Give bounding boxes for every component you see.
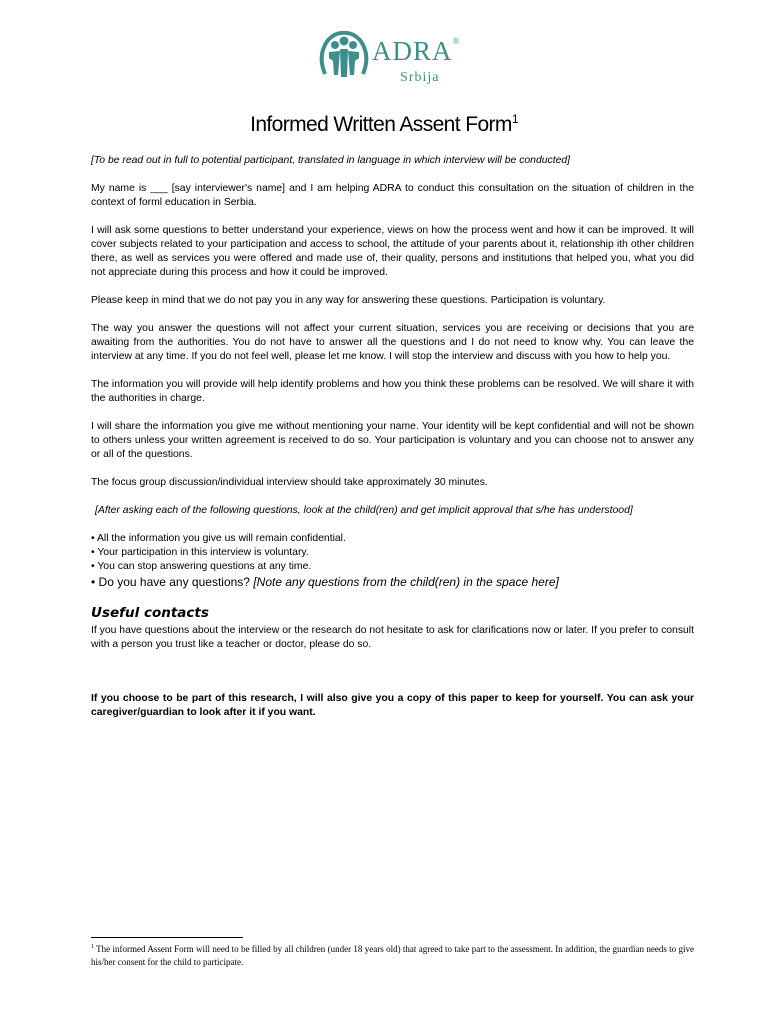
approval-instruction: [After asking each of the following questions, look at the child(ren) and get implicit approval that s/he has understood]: [95, 505, 633, 516]
footnote-mark: 1: [91, 944, 94, 950]
payment-paragraph: Please keep in mind that we do not pay you in any way for answering these questions. Participation is voluntary.: [91, 295, 606, 306]
logo-subtitle: Srbija: [400, 70, 440, 85]
footnote: $^1$ The informed Assent Form will need to be filled by all children (under 18 years old) that agreed to take part to the assessment. In addition, the guardian needs to give his/her consent for the child to participate.: [91, 944, 694, 967]
footnote-divider: [91, 937, 243, 938]
confidentiality-paragraph: I will share the information you give me without mentioning your name. Your identity will be kept confidential and will not be shown to others unless your written agreement is received to do so. Your participation is voluntary and you can choose not to answer any or all of the questions.: [91, 421, 694, 460]
questions-note: [Note any questions from the child(ren) in the space here]: [253, 575, 559, 589]
intro-paragraph: My name is ___ [say interviewer's name] and I am helping ADRA to conduct this consultation on the situation of children in the context of forml education in Serbia.: [91, 183, 694, 208]
duration-paragraph: The focus group discussion/individual interview should take approximately 30 minutes.: [91, 477, 488, 488]
assent-bullet-list: [91, 532, 694, 590]
read-out-instruction: [To be read out in full to potential participant, translated in language in which interview will be conducted]: [91, 155, 571, 166]
useful-contacts-heading: Useful contacts: [91, 605, 209, 621]
contacts-paragraph: If you have questions about the interview or the research do not hesitate to ask for clarifications now or later. If you prefer to consult with a person you trust like a teacher or doctor, please do so.: [91, 625, 694, 650]
questions-paragraph: I will ask some questions to better understand your experience, views on how the process went and how it can be improved. It will cover subjects related to your participation and access to school, the attitude of your parents about it, relationship ith other children there, as well as services you were offered and made use of, their quality, persons and institutions that helped you, what you did not appreciate during this process and how it could be improved.: [91, 225, 694, 278]
copy-paragraph: If you choose to be part of this research, I will also give you a copy of this paper to keep for yourself. You can ask your caregiver/guardian to look after it if you want.: [91, 693, 694, 718]
adra-people-circle-icon: [316, 30, 372, 80]
title-footnote-ref: 1: [511, 112, 518, 126]
information-paragraph: The information you will provide will help identify problems and how you think these problems can be resolved. We will share it with the authorities in charge.: [91, 379, 694, 404]
list-item: • You can stop answering questions at any time.: [91, 561, 312, 572]
logo-wordmark: ADRA®: [372, 36, 461, 66]
effect-paragraph: The way you answer the questions will not affect your current situation, services you are receiving or decisions that you are awaiting from the authorities. You do not have to answer all the questions and I do not need to know why. You can leave the interview at any time. If you do not feel well, please let me know. I will stop the interview and discuss with you how to help you.: [91, 323, 694, 362]
form-body: [91, 154, 694, 734]
adra-logo: [316, 30, 476, 92]
list-item: • All the information you give us will remain confidential.: [91, 533, 346, 544]
list-item: • Your participation in this interview is voluntary.: [91, 547, 309, 558]
list-item: • Do you have any questions? [Note any questions from the child(ren) in the space here]: [91, 575, 559, 589]
page-title: Informed Written Assent Form$^1$: [250, 112, 518, 136]
